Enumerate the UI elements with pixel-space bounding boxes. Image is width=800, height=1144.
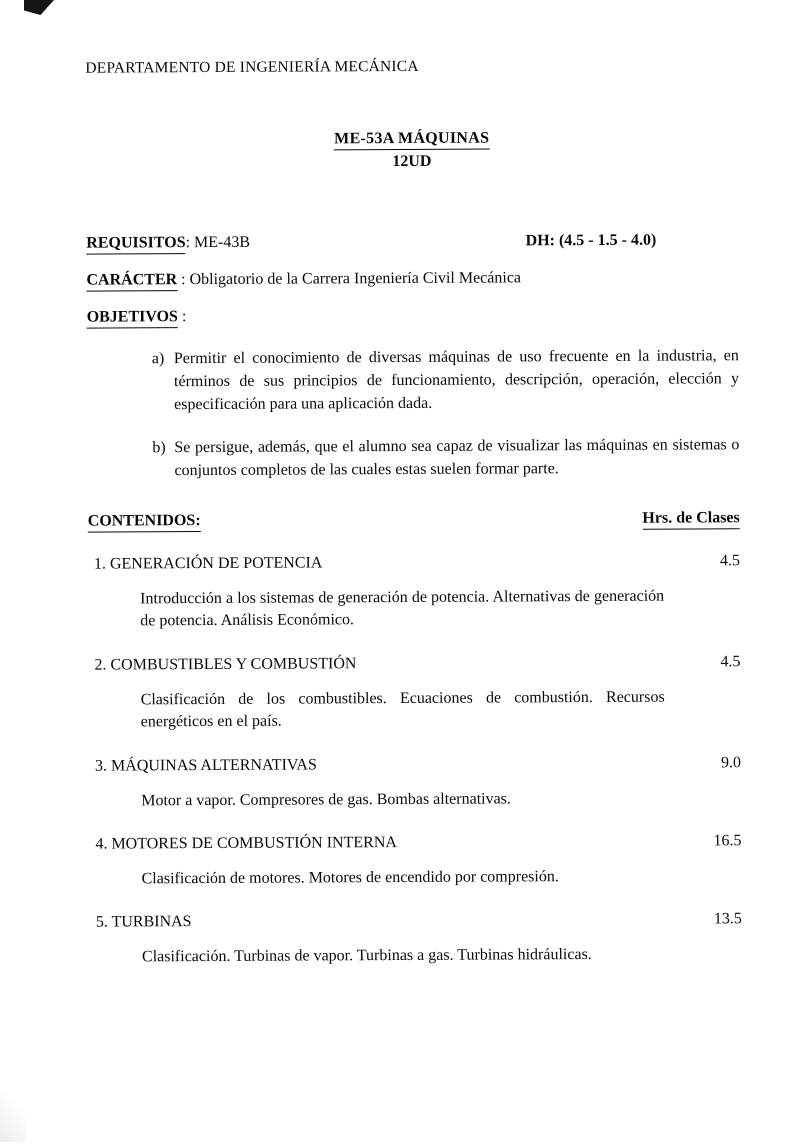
objective-marker: a) [151, 350, 165, 368]
content-item-title-row [90, 910, 742, 931]
content-item-title: 4. MOTORES DE COMBUSTIÓN INTERNA [95, 833, 397, 853]
content-item-title: 3. MÁQUINAS ALTERNATIVAS [94, 755, 317, 775]
caracter-value: : Obligatorio de la Carrera Ingeniería Civil Mecánica [177, 269, 522, 289]
content-item-title: 1. GENERACIÓN DE POTENCIA [93, 554, 323, 573]
requisitos-row [86, 231, 738, 254]
content-item-description: Clasificación. Turbinas de vapor. Turbinas a gas. Turbinas hidráulicas. [141, 946, 592, 966]
requisitos-value: : ME-43B [185, 233, 251, 252]
content-item-hours: 9.0 [720, 753, 742, 771]
content-item-hours: 4.5 [719, 552, 740, 570]
course-title-block [86, 128, 738, 172]
content-item-description: Motor a vapor. Compresores de gas. Bombas alternativas. [141, 789, 511, 809]
requisitos-label: REQUISITOS [86, 234, 185, 255]
content-item-description: Clasificación de motores. Motores de encendido por compresión. [141, 868, 559, 888]
content-item-title-row [89, 832, 741, 853]
content-item-description: Introducción a los sistemas de generación de potencia. Alternativas de generación de potencia. Análisis Económico. [140, 587, 665, 630]
objective-marker: b) [152, 438, 166, 456]
hours-header: Hrs. de Clases [642, 509, 739, 530]
objective-item-a [152, 344, 739, 417]
content-item-description: Clasificación de los combustibles. Ecuaciones de combustión. Recursos energéticos en el país. [140, 688, 665, 731]
content-item-title-row [88, 552, 740, 573]
requisitos-line [86, 234, 250, 255]
content-item-title-row [89, 754, 741, 775]
objective-text: Se persigue, además, que el alumno sea capaz de visualizar las máquinas en sistemas o conjuntos completos de las cuales estas suelen formar parte. [174, 435, 740, 479]
course-units: 12UD [392, 152, 432, 171]
contenidos-header-row [88, 509, 740, 532]
course-title: ME-53A MÁQUINAS [334, 130, 489, 151]
contenidos-label: CONTENIDOS: [88, 512, 201, 533]
objective-text: Permitir el conocimiento de diversas máquinas de uso frecuente en la industria, en términos de sus principios de funcionamiento, descripción, operación, elección y especificación para una aplicación dada. [173, 347, 740, 414]
content-item-title-row [88, 653, 740, 674]
caracter-row [86, 268, 738, 291]
content-item-hours: 16.5 [713, 832, 742, 850]
department-header: DEPARTAMENTO DE INGENIERÍA MECÁNICA [85, 57, 419, 77]
objetivos-row [87, 305, 739, 328]
objective-item-b [152, 433, 739, 482]
caracter-label: CARÁCTER [86, 271, 177, 291]
objetivos-colon: : [177, 308, 187, 326]
content-item-title: 2. COMBUSTIBLES Y COMBUSTIÓN [94, 654, 357, 674]
content-item-title: 5. TURBINAS [95, 913, 192, 931]
dh-value: DH: (4.5 - 1.5 - 4.0) [525, 231, 657, 250]
content-item-hours: 4.5 [720, 652, 741, 671]
content-item-hours: 13.5 [713, 910, 742, 928]
objetivos-label: OBJETIVOS [87, 308, 178, 328]
